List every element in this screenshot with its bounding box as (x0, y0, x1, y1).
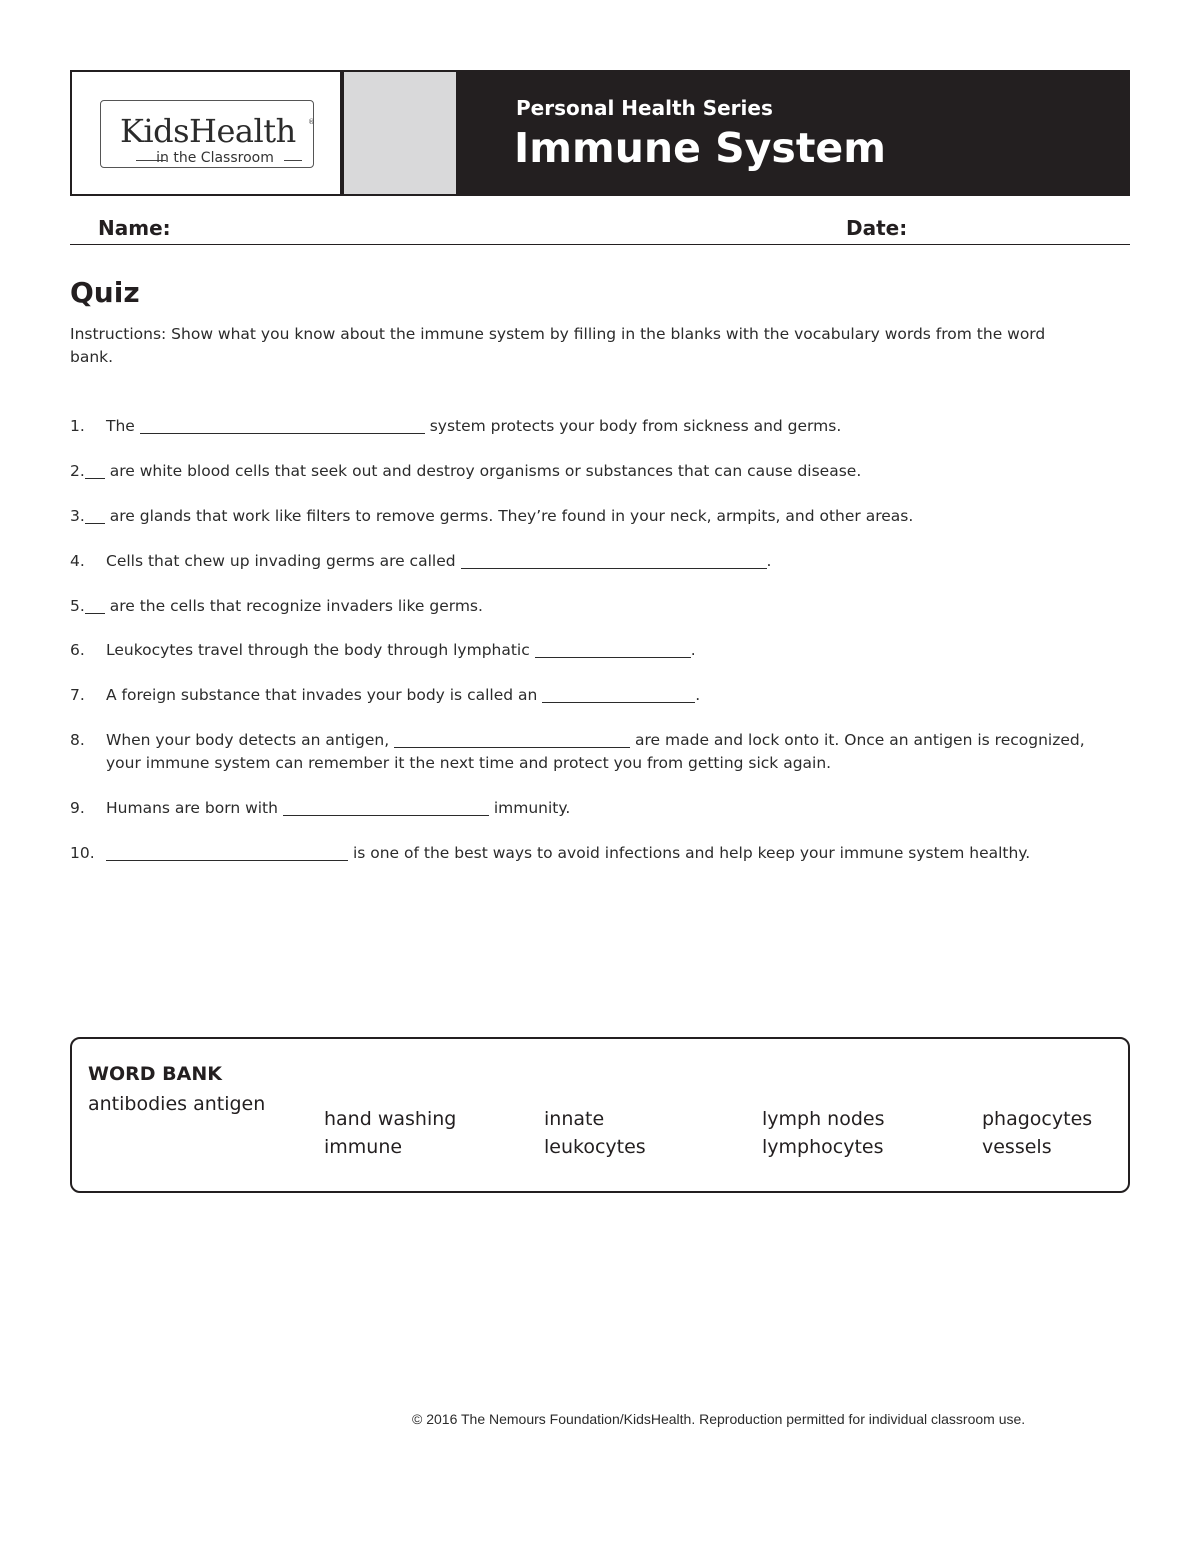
name-label: Name: (98, 216, 171, 240)
copyright-footer: © 2016 The Nemours Foundation/KidsHealth. Reproduction permitted for individual classroom use. (412, 1411, 1026, 1427)
logo-trademark: ® (308, 118, 315, 126)
question-text-continuation: your immune system can remember it the next time and protect you from getting sick again. (106, 754, 832, 772)
question-text-after: . (766, 552, 772, 570)
question-text-before: Humans are born with (106, 799, 278, 817)
page-title: Immune System (514, 124, 886, 172)
question-text-before: When your body detects an antigen, (106, 731, 390, 749)
question-text-after: . (695, 686, 701, 704)
name-date-row (70, 216, 1130, 245)
word-bank-first-line: antibodies antigen (88, 1093, 266, 1115)
answer-blank[interactable] (85, 507, 105, 524)
question-number: 1. (70, 417, 85, 435)
question-number: 2. (70, 462, 85, 480)
question-4 (70, 550, 771, 573)
question-text-after: are white blood cells that seek out and destroy organisms or substances that can cause disease. (109, 462, 862, 480)
date-label: Date: (846, 216, 908, 240)
logo-rule-right (284, 160, 302, 161)
question-number: 8. (70, 731, 85, 749)
question-number: 3. (70, 507, 85, 525)
word-bank-word: immune (324, 1136, 403, 1158)
question-text-after: immunity. (493, 799, 571, 817)
question-text-after: . (690, 641, 696, 659)
answer-blank[interactable] (461, 552, 767, 569)
word-bank-word: phagocytes (982, 1108, 1093, 1130)
answer-blank[interactable] (535, 641, 691, 658)
logo-box (72, 72, 344, 194)
question-8 (70, 729, 1085, 775)
question-2 (70, 460, 861, 483)
question-text-before: Cells that chew up invading germs are called (106, 552, 456, 570)
word-bank-word: leukocytes (544, 1136, 646, 1158)
question-number: 7. (70, 686, 85, 704)
question-number: 4. (70, 552, 85, 570)
word-bank-word: lymph nodes (762, 1108, 885, 1130)
question-3 (70, 505, 913, 528)
question-text-after: is one of the best ways to avoid infections and help keep your immune system healthy. (352, 844, 1031, 862)
question-text-after: system protects your body from sickness and germs. (429, 417, 842, 435)
answer-blank[interactable] (140, 417, 425, 434)
question-7 (70, 684, 700, 707)
kidshealth-logo: KidsHealth (120, 112, 296, 150)
word-bank-title: WORD BANK (88, 1063, 222, 1085)
answer-blank[interactable] (283, 799, 489, 816)
question-9 (70, 797, 570, 820)
question-text-after: are made and lock onto it. Once an antigen is recognized, (635, 731, 1085, 749)
answer-blank[interactable] (542, 686, 695, 703)
answer-blank[interactable] (394, 731, 630, 748)
question-number: 6. (70, 641, 85, 659)
question-text-after: are glands that work like filters to remove germs. They’re found in your neck, armpits, and other areas. (109, 507, 914, 525)
question-6 (70, 639, 696, 662)
quiz-heading: Quiz (70, 276, 140, 309)
question-number: 10. (70, 844, 95, 862)
header-gray-panel (344, 72, 456, 194)
word-bank-word: hand washing (324, 1108, 457, 1130)
word-bank-word: lymphocytes (762, 1136, 884, 1158)
word-bank-word: vessels (982, 1136, 1052, 1158)
answer-blank[interactable] (106, 844, 348, 861)
quiz-instructions: Instructions: Show what you know about the immune system by filling in the blanks with the vocabulary words from the word bank. (70, 325, 1046, 366)
question-10 (70, 842, 1030, 865)
header-banner (70, 70, 1130, 196)
question-text-before: Leukocytes travel through the body through lymphatic (106, 641, 530, 659)
question-text-before: A foreign substance that invades your body is called an (106, 686, 538, 704)
question-number: 5. (70, 597, 85, 615)
question-text-before: The (106, 417, 135, 435)
answer-blank[interactable] (85, 597, 105, 614)
question-number: 9. (70, 799, 85, 817)
answer-blank[interactable] (85, 462, 105, 479)
logo-subtitle: in the Classroom (156, 150, 274, 166)
question-1 (70, 415, 841, 438)
word-bank-word: innate (544, 1108, 605, 1130)
word-bank (70, 1037, 1130, 1193)
series-title: Personal Health Series (516, 96, 773, 120)
question-5 (70, 595, 483, 618)
question-text-after: are the cells that recognize invaders like germs. (109, 597, 483, 615)
